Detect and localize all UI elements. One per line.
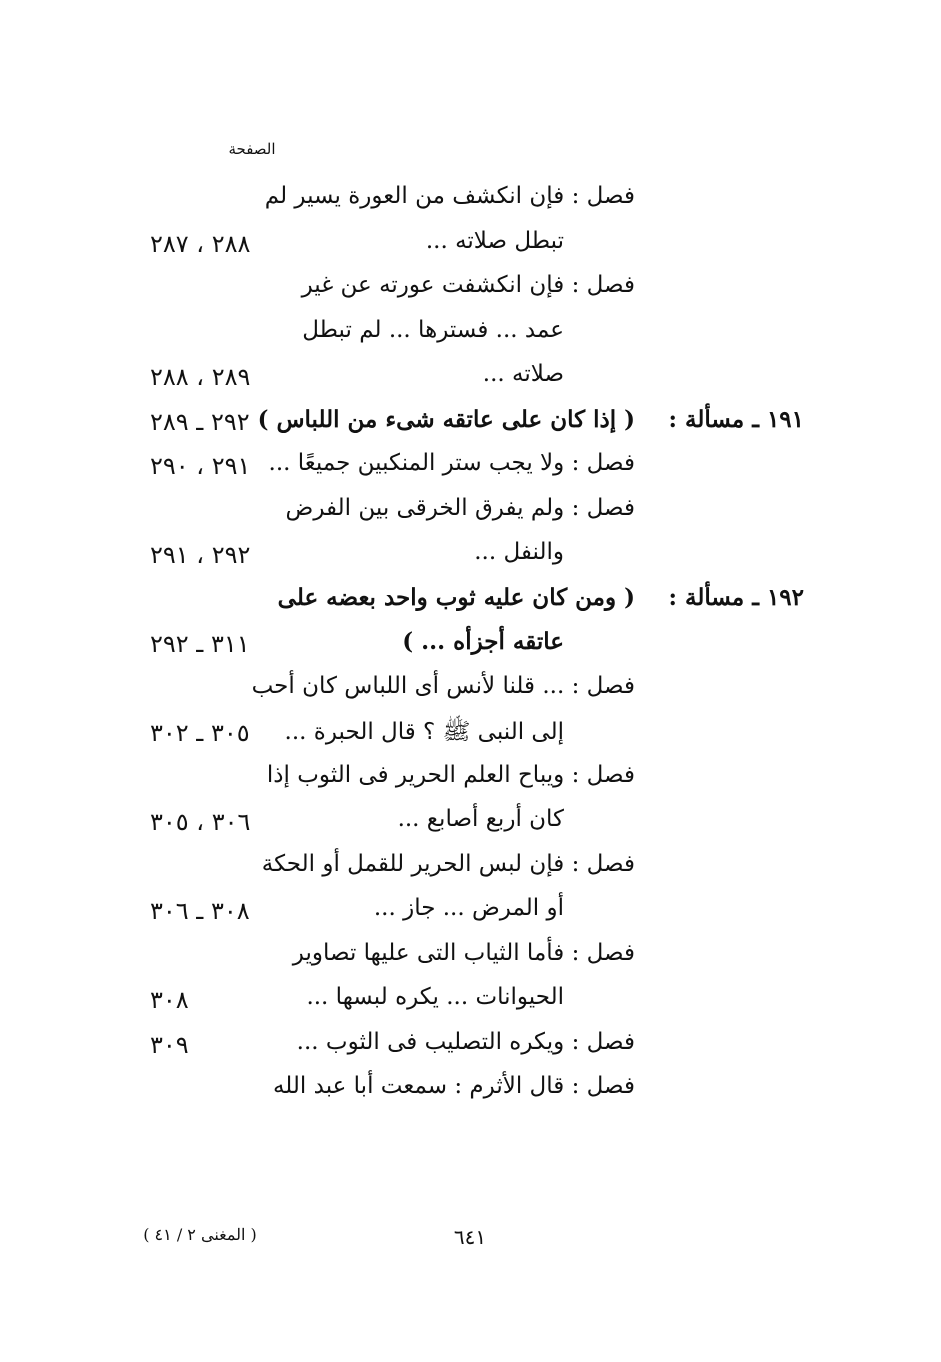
- index-row: [0, 940, 941, 980]
- index-row: [0, 895, 941, 935]
- index-row: [0, 1029, 941, 1069]
- page-refs: ٣٠٩: [150, 1030, 189, 1059]
- page-refs: ٢٨٨ ، ٢٨٧: [150, 229, 251, 258]
- entry-text: فصل : ويكره التصليب فى الثوب ...: [296, 1028, 635, 1055]
- index-row: [0, 183, 941, 223]
- page-number: ٦٤١: [453, 1225, 487, 1249]
- entry-text: ( إذا كان على عاتقه شىء من اللباس ): [257, 405, 635, 433]
- entry-text: فصل : فإن لبس الحرير للقمل أو الحكة: [261, 850, 635, 877]
- page-refs: ٣٠٨ ـ ٣٠٦: [150, 897, 250, 925]
- index-row: [0, 762, 941, 802]
- page-refs: ٣٠٨: [150, 986, 189, 1014]
- entry-text: إلى النبى ﷺ ؟ قال الحبرة ...: [284, 719, 564, 745]
- entry-text: الحيوانات ... يكره لبسها ...: [306, 984, 564, 1010]
- index-row: [0, 228, 941, 268]
- entry-text: تبطل صلاته ...: [425, 227, 564, 254]
- page-refs: ٢٩٢ ـ ٢٨٩: [150, 407, 250, 436]
- entry-text: أو المرض ... جاز ...: [373, 895, 564, 921]
- entry-text: والنفل ...: [474, 539, 564, 565]
- page-refs: ٣١١ ـ ٢٩٢: [150, 630, 250, 658]
- index-row: [0, 406, 941, 446]
- index-row: [0, 361, 941, 401]
- index-row: [0, 984, 941, 1024]
- page-refs: ٢٨٩ ، ٢٨٨: [150, 363, 251, 391]
- entry-text: فصل : فإن انكشف من العورة يسير لم: [264, 183, 635, 209]
- entry-text: فصل : ولا يجب ستر المنكبين جميعًا ...: [268, 450, 635, 476]
- volume-reference: ( المغنى ٢ / ٤١ ): [143, 1225, 257, 1244]
- page-refs: ٣٠٥ ـ ٣٠٢: [150, 719, 250, 747]
- entry-text: عمد ... فسترها ... لم تبطل: [302, 316, 564, 343]
- index-row: [0, 1073, 941, 1113]
- index-row: [0, 272, 941, 312]
- index-row: [0, 317, 941, 357]
- masala-number: ١٩٢ ـ مسألة :: [668, 583, 804, 611]
- page-column-header: الصفحة: [228, 140, 276, 158]
- entry-text: فصل : ولم يفرق الخرقى بين الفرض: [285, 494, 635, 521]
- entry-text: صلاته ...: [482, 361, 564, 387]
- page-refs: ٢٩٢ ، ٢٩١: [150, 541, 251, 569]
- entry-text: كان أربع أصابع ...: [397, 806, 564, 832]
- entry-text: فصل : ويباح العلم الحرير فى الثوب إذا: [266, 761, 635, 788]
- entry-text: عاتقه أجزأه ... ): [402, 628, 564, 655]
- masala-number: ١٩١ ـ مسألة :: [668, 405, 804, 433]
- index-row: [0, 628, 941, 668]
- index-row: [0, 495, 941, 535]
- entry-text: فصل : فأما الثياب التى عليها تصاوير: [292, 939, 635, 966]
- index-row: [0, 851, 941, 891]
- page-refs: ٢٩١ ، ٢٩٠: [150, 452, 251, 480]
- entry-text: فصل : فإن انكشفت عورته عن غير: [301, 272, 635, 298]
- index-row: [0, 717, 941, 757]
- entry-text: فصل : قال الأثرم : سمعت أبا عبد الله: [272, 1073, 635, 1099]
- page-refs: ٣٠٦ ، ٣٠٥: [150, 808, 251, 836]
- entry-text: فصل : ... قلنا لأنس أى اللباس كان أحب: [251, 672, 635, 699]
- index-row: [0, 539, 941, 579]
- index-row: [0, 584, 941, 624]
- index-row: [0, 673, 941, 713]
- entry-text: ( ومن كان عليه ثوب واحد بعضه على: [277, 583, 635, 611]
- index-row: [0, 806, 941, 846]
- index-row: [0, 450, 941, 490]
